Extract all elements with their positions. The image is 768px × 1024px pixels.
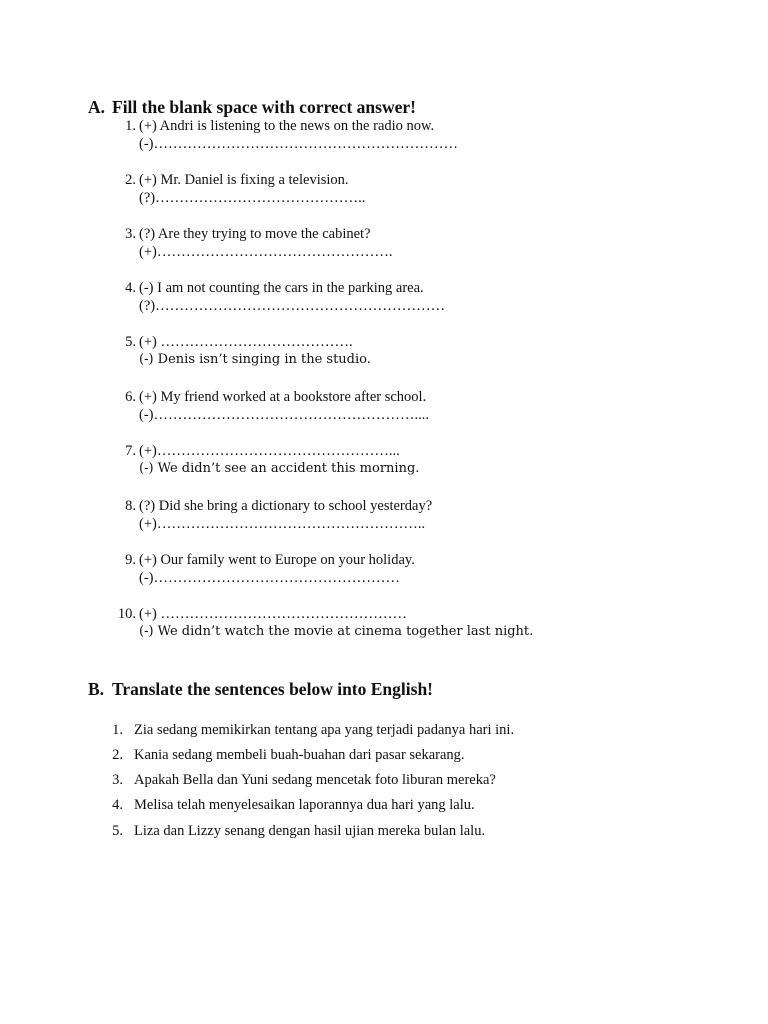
answer-blank: (?)……………………………………………………	[139, 298, 446, 314]
question-10	[110, 605, 670, 641]
question-3	[110, 225, 670, 261]
question-statement: (-) We didn’t watch the movie at cinema together last night.	[139, 624, 534, 639]
question-number: 3.	[125, 226, 136, 242]
translation-number: 1.	[112, 722, 123, 738]
translation-number: 2.	[112, 747, 123, 763]
question-statement: (+) Our family went to Europe on your holiday.	[139, 552, 415, 568]
translation-sentence: Kania sedang membeli buah-buahan dari pasar sekarang.	[134, 747, 465, 763]
answer-blank: (+)………………………………………….	[139, 244, 393, 260]
question-5	[110, 333, 670, 369]
translation-sentence: Zia sedang memikirkan tentang apa yang terjadi padanya hari ini.	[134, 722, 515, 738]
question-7	[110, 442, 670, 478]
translation-sentence: Melisa telah menyelesaikan laporannya dua hari yang lalu.	[134, 797, 475, 813]
answer-blank: (+) ……………………………………………	[139, 606, 407, 622]
question-number: 5.	[125, 334, 136, 350]
section-a-letter: A.	[88, 97, 106, 117]
question-statement: (?) Are they trying to move the cabinet?	[139, 226, 371, 242]
translation-number: 3.	[112, 772, 123, 788]
question-number: 1.	[125, 118, 136, 134]
question-statement: (?) Did she bring a dictionary to school yesterday?	[139, 498, 433, 514]
question-9	[110, 551, 670, 587]
question-number: 9.	[125, 552, 136, 568]
answer-blank: (+) ………………………………….	[139, 334, 353, 350]
answer-blank: (+)………………………………………………..	[139, 516, 426, 532]
question-number: 7.	[125, 443, 136, 459]
question-statement: (+) Mr. Daniel is fixing a television.	[139, 172, 349, 188]
question-number: 8.	[125, 498, 136, 514]
question-number: 2.	[125, 172, 136, 188]
question-1	[110, 117, 670, 153]
answer-blank: (-)………………………………………………....	[139, 407, 429, 423]
answer-blank: (?)……………………………………..	[139, 190, 366, 206]
translation-number: 4.	[112, 797, 123, 813]
translation-sentence: Liza dan Lizzy senang dengan hasil ujian mereka bulan lalu.	[134, 823, 486, 839]
question-8	[110, 497, 670, 533]
answer-blank: (-)……………………………………………	[139, 570, 400, 586]
question-statement: (-) I am not counting the cars in the parking area.	[139, 280, 424, 296]
translation-sentence: Apakah Bella dan Yuni sedang mencetak foto liburan mereka?	[134, 772, 496, 788]
section-b-title: Translate the sentences below into English!	[112, 679, 433, 699]
question-6	[110, 388, 670, 424]
question-statement: (-) Denis isn’t singing in the studio.	[139, 352, 371, 367]
section-b-letter: B.	[88, 679, 105, 699]
answer-blank: (+)…………………………………………...	[139, 443, 400, 459]
translation-number: 5.	[112, 823, 123, 839]
question-number: 4.	[125, 280, 136, 296]
question-2	[110, 171, 670, 207]
question-number: 10.	[117, 606, 136, 622]
question-4	[110, 279, 670, 315]
question-number: 6.	[125, 389, 136, 405]
question-statement: (-) We didn’t see an accident this morning.	[139, 461, 420, 476]
question-statement: (+) My friend worked at a bookstore after school.	[139, 389, 427, 405]
question-statement: (+) Andri is listening to the news on the radio now.	[139, 118, 435, 134]
section-a-title: Fill the blank space with correct answer!	[112, 97, 416, 117]
section-b-heading	[88, 679, 433, 700]
section-a-heading	[88, 97, 416, 118]
answer-blank: (-)………………………………………………………	[139, 136, 458, 152]
